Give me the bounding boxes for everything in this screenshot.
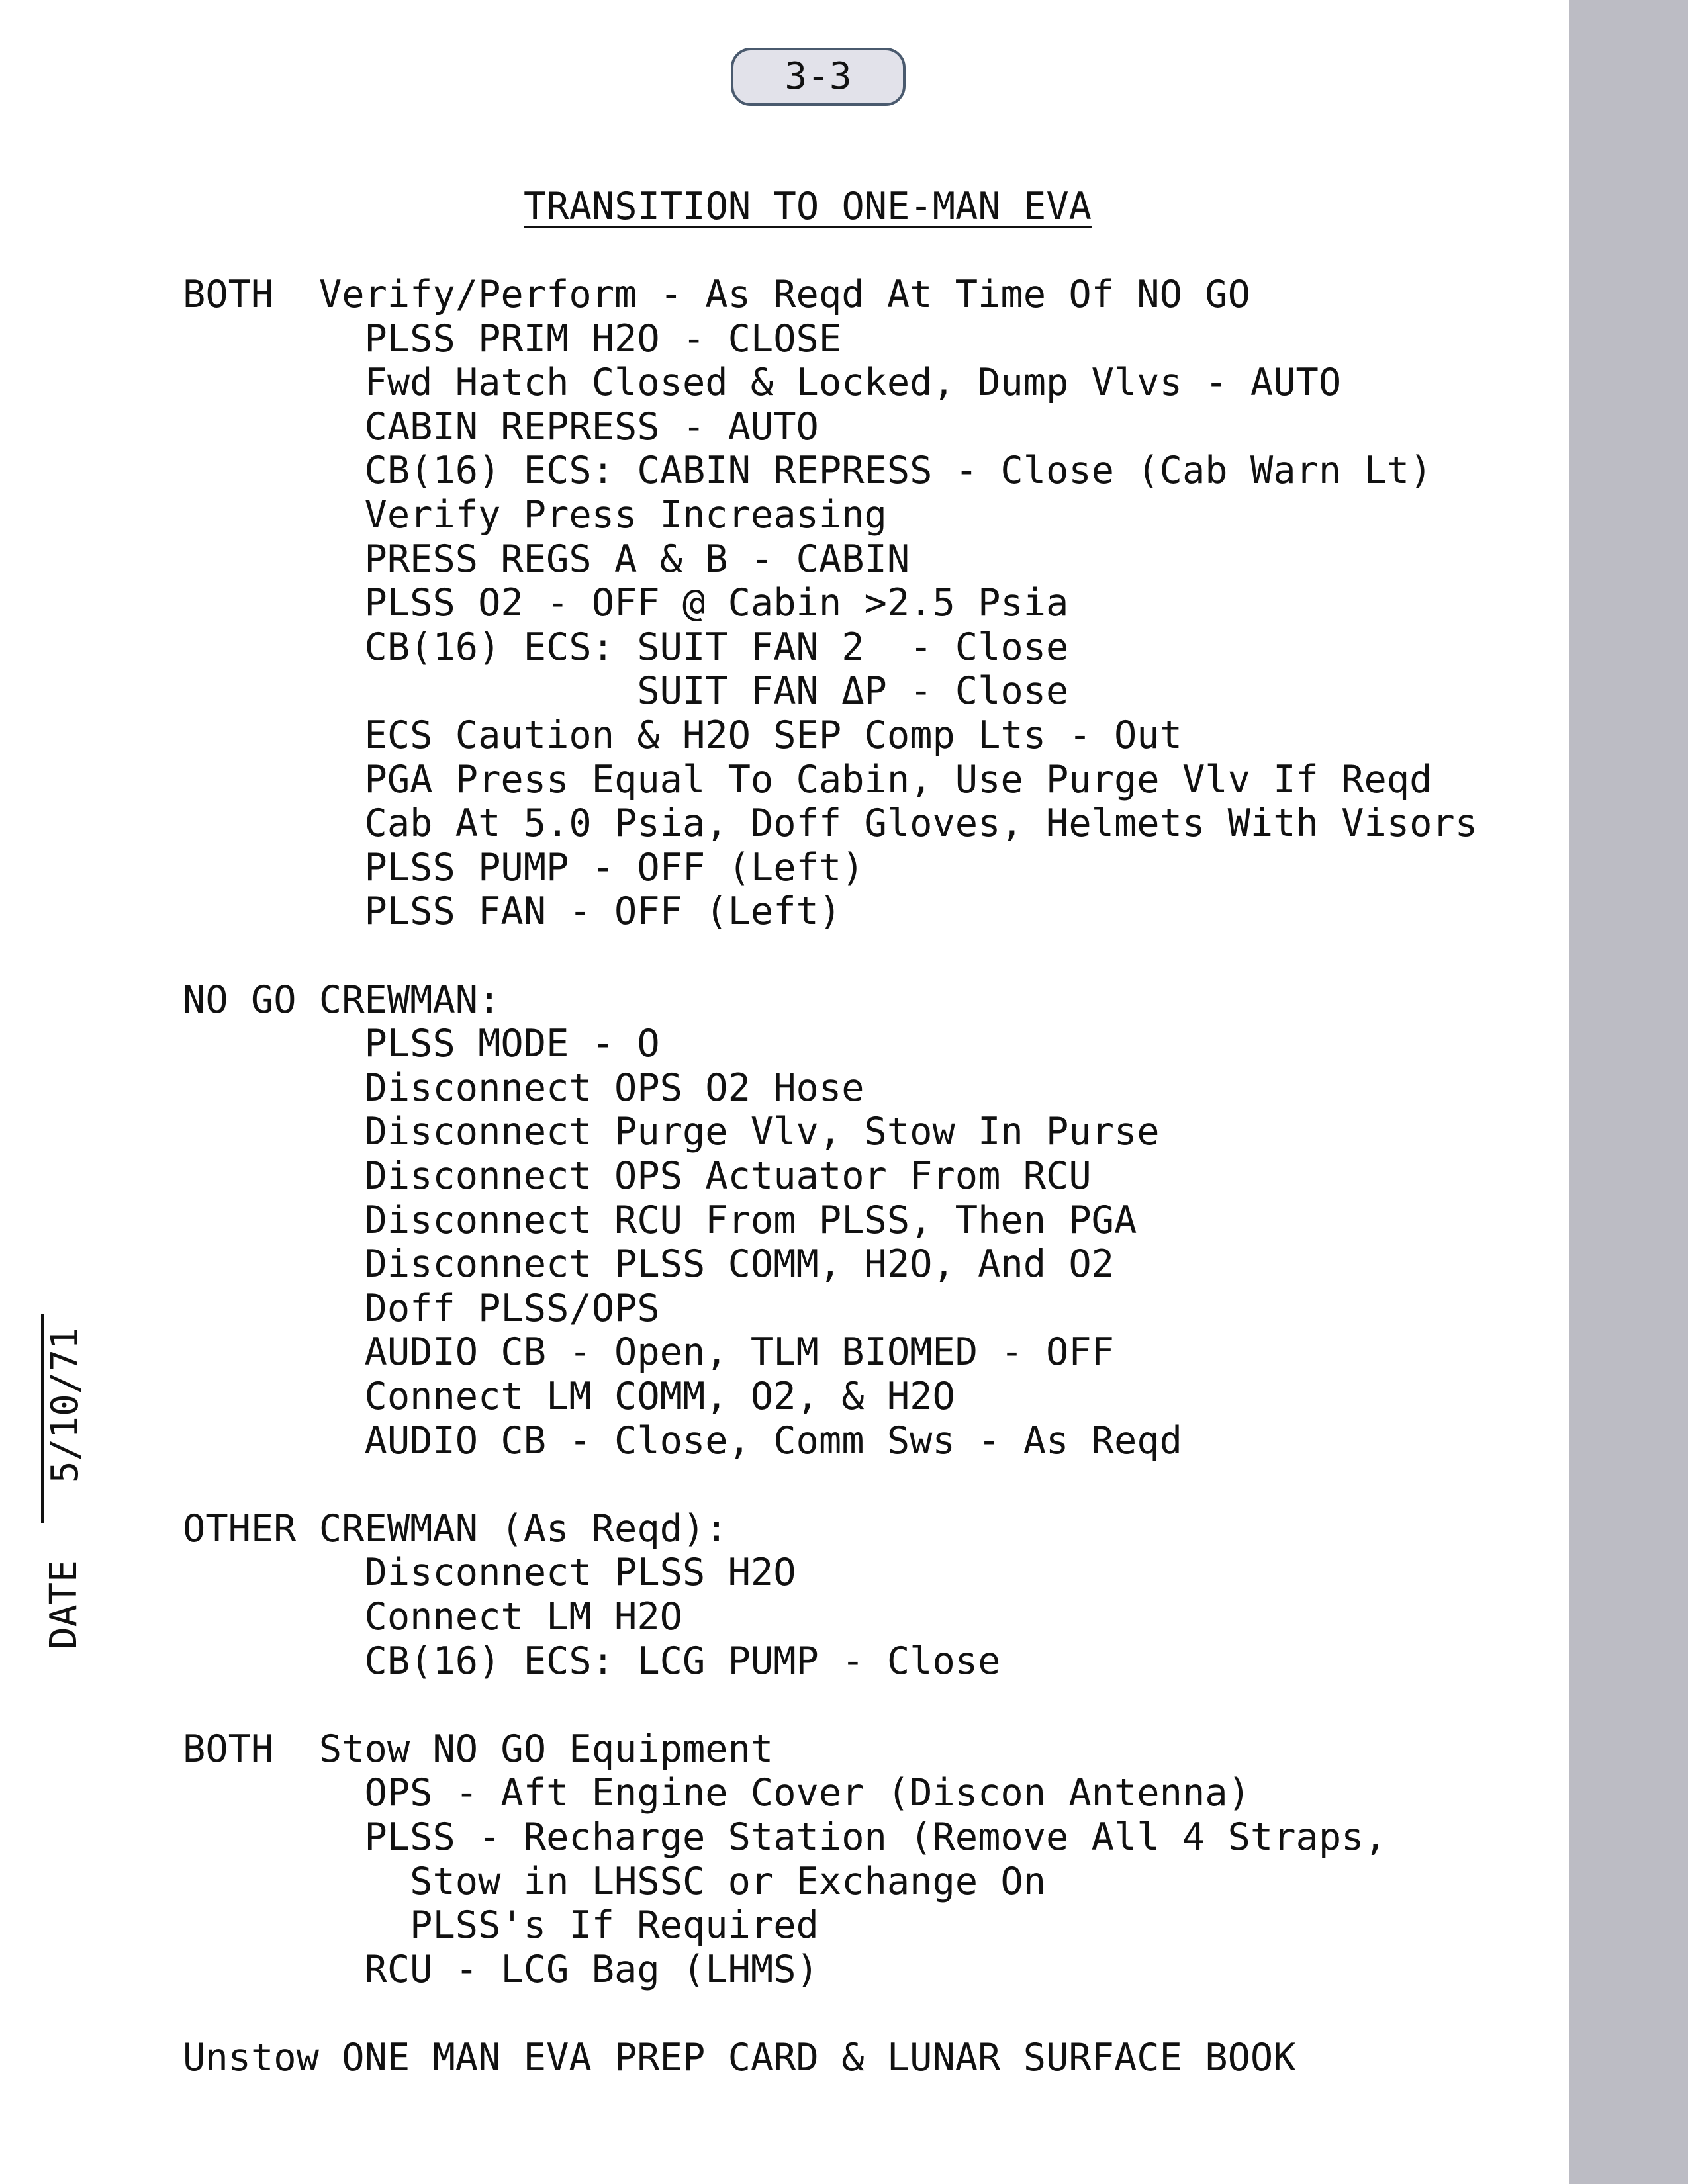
checklist-line: Connect LM H2O xyxy=(183,1595,682,1639)
checklist-line: Cab At 5.0 Psia, Doff Gloves, Helmets With Visors xyxy=(183,801,1478,846)
checklist-line: RCU - LCG Bag (LHMS) xyxy=(183,1947,819,1991)
checklist-line: Disconnect PLSS H2O xyxy=(183,1551,796,1595)
checklist-line: SUIT FAN ΔP - Close xyxy=(183,669,1069,713)
checklist-line: Unstow ONE MAN EVA PREP CARD & LUNAR SURFACE BOOK xyxy=(183,2036,1296,2079)
checklist-line: PLSS - Recharge Station (Remove All 4 Straps, xyxy=(183,1815,1387,1859)
checklist-line: BOTH Stow NO GO Equipment xyxy=(183,1727,774,1771)
checklist-line: PRESS REGS A & B - CABIN xyxy=(183,537,910,581)
checklist-line: OTHER CREWMAN (As Reqd): xyxy=(183,1506,728,1551)
checklist-line: PLSS O2 - OFF @ Cabin >2.5 Psia xyxy=(183,581,1069,625)
checklist-line: CB(16) ECS: CABIN REPRESS - Close (Cab Warn Lt) xyxy=(183,449,1432,493)
date-stamp xyxy=(40,1252,87,1649)
checklist-line: PLSS PUMP - OFF (Left) xyxy=(183,845,865,889)
checklist-line: PLSS MODE - O xyxy=(183,1022,660,1066)
checklist-line: Stow in LHSSC or Exchange On xyxy=(183,1859,1047,1903)
checklist-line: PGA Press Equal To Cabin, Use Purge Vlv If Reqd xyxy=(183,757,1432,801)
checklist-line: PLSS PRIM H2O - CLOSE xyxy=(183,316,842,361)
checklist-line: NO GO CREWMAN: xyxy=(183,978,501,1022)
checklist-line: Disconnect OPS Actuator From RCU xyxy=(183,1154,1092,1198)
checklist-line: CB(16) ECS: SUIT FAN 2 - Close xyxy=(183,625,1069,669)
checklist-line: Disconnect PLSS COMM, H2O, And O2 xyxy=(183,1242,1114,1287)
page-title: TRANSITION TO ONE-MAN EVA xyxy=(524,185,1092,228)
checklist-line: ECS Caution & H2O SEP Comp Lts - Out xyxy=(183,713,1182,757)
checklist-line: AUDIO CB - Close, Comm Sws - As Reqd xyxy=(183,1418,1182,1463)
checklist-line: Doff PLSS/OPS xyxy=(183,1286,660,1330)
checklist-line: Fwd Hatch Closed & Locked, Dump Vlvs - AUTO xyxy=(183,361,1342,405)
date-value: 5/10/71 xyxy=(41,1314,87,1523)
checklist-line: AUDIO CB - Open, TLM BIOMED - OFF xyxy=(183,1330,1114,1375)
checklist-line: CABIN REPRESS - AUTO xyxy=(183,404,819,449)
checklist-line: CB(16) ECS: LCG PUMP - Close xyxy=(183,1639,1001,1683)
checklist-line: OPS - Aft Engine Cover (Discon Antenna) xyxy=(183,1771,1250,1815)
checklist-line: PLSS FAN - OFF (Left) xyxy=(183,889,842,934)
page-number-badge: 3-3 xyxy=(731,48,906,106)
checklist-line: Connect LM COMM, O2, & H2O xyxy=(183,1375,955,1418)
checklist-line: PLSS's If Required xyxy=(183,1903,819,1948)
checklist-line: Disconnect Purge Vlv, Stow In Purse xyxy=(183,1110,1160,1154)
checklist-line: Disconnect OPS O2 Hose xyxy=(183,1066,865,1110)
checklist-line: Disconnect RCU From PLSS, Then PGA xyxy=(183,1198,1137,1242)
date-label: DATE xyxy=(42,1560,85,1649)
page-edge-strip xyxy=(1569,0,1688,2184)
checklist-line: Verify Press Increasing xyxy=(183,493,887,537)
checklist-line: BOTH Verify/Perform - As Reqd At Time Of NO GO xyxy=(183,273,1250,316)
